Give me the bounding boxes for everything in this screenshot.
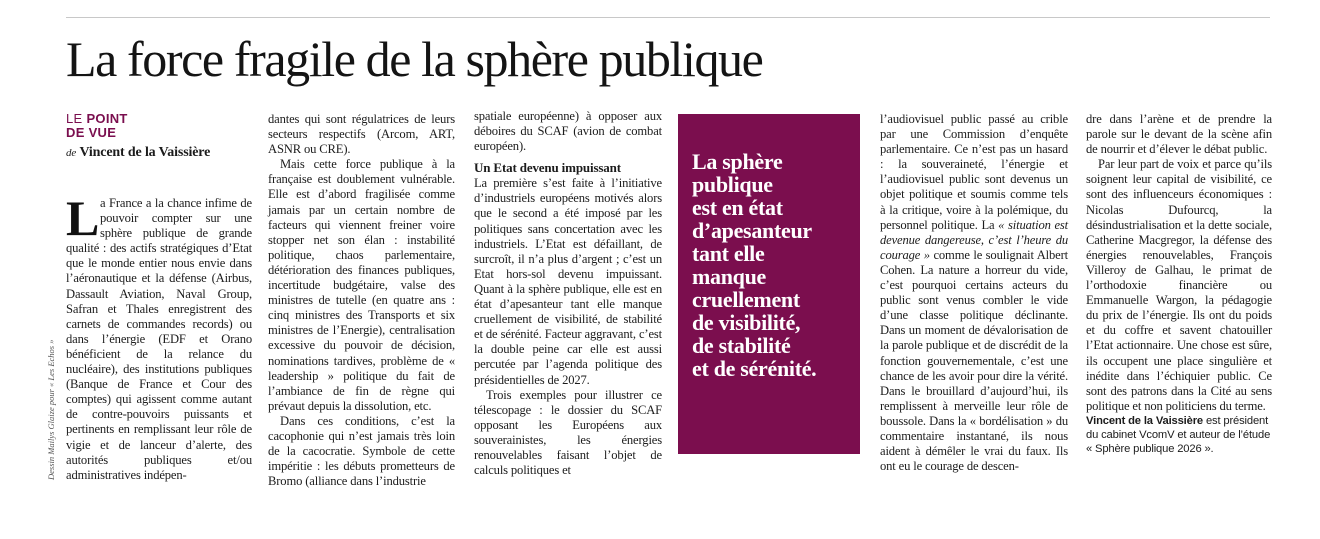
headline: La force fragile de la sphère publique	[66, 31, 763, 87]
col5-text-b: comme le soulignait Albert Cohen. La nature a horreur du vide, c’est pourquoi certains acteurs du public sont venus combler le vide d’une classe politique déclinante. Dans un moment de dévalorisation de la parole publique et de discrédit de la fonction gouvernementale, c’est une chance de les avoir pour dire la vérité. Dans le brouillard d’aujourd’hui, ils remplissent à merveille leur rôle de boussole. Dans la « bordélisation » du commentaire instantané, ils nous aident à démêler le vrai du faux. Ils ont eu le courage de descen-	[880, 247, 1068, 474]
byline	[66, 144, 252, 162]
top-rule	[66, 17, 1270, 18]
kicker	[66, 112, 252, 140]
pull-quote-line: de visibilité,	[692, 310, 801, 335]
pull-quote-line: cruellement	[692, 287, 800, 312]
bio-name: Vincent de la Vaissière	[1086, 414, 1203, 427]
kicker-le: LE	[66, 111, 83, 126]
pull-quote-line: est en état	[692, 195, 783, 220]
col2-paragraph-2: Mais cette force publique à la française est doublement vulnérable. Elle est d’abord fragilisée comme jamais par un certain nombre de facteurs qui viennent freiner voire stopper net son élan : instabilité politique, chaos parlementaire, détérioration des finances publiques, incertitude budgétaire, valse des ministres de tutelle (en quatre ans : cinq ministres des Transports et six ministres de l’Energie), centralisation excessive du pouvoir de décision, nominations tardives, problème de « leadership » politique du fait de l’ambiance de fin de règne qui prévaut depuis la dissolution, etc.	[268, 157, 455, 413]
byline-author: Vincent de la Vaissière	[79, 145, 211, 160]
byline-de: de	[66, 147, 77, 159]
pull-quote-line: La sphère	[692, 149, 783, 174]
col5-text-a: l’audiovisuel public passé au crible par une Commission d’enquête parlementaire. Ce n’est pas un hasard : la souveraineté, l’énergie et l’audiovisuel public sont devenus un objet politique et soumis comme tels à la critique, voire à la polémique, du personnel politique. La	[880, 112, 1068, 232]
author-bio	[1086, 414, 1272, 457]
col6-paragraph-2: Par leur part de voix et parce qu’ils soignent leur capital de visibilité, ce sont des influenceurs économiques : Nicolas Dufourcq, la désindustrialisation et la dette sociale, Catherine Macgregor, la défense des énergies renouvelables, François Villeroy de Galhau, le primat de l’orthodoxie financière ou Emmanuelle Wargon, la pédagogie du prix de l’énergie. Ils ont du poids et du coffre et savent chatouiller l’Etat actionnaire. Une chose est sûre, ils occupent une place singulière et inédite dans l’échiquier public. Ce sont des patrons dans la Cité au sens politique et non politiciens du terme.	[1086, 157, 1272, 413]
kicker-point: POINT	[86, 111, 128, 126]
col3-paragraph-3: Trois exemples pour illustrer ce télescopage : le dossier du SCAF opposant les Européens aux souverainistes, les énergies renouvelables faisant l’objet de calculs politiques et	[474, 387, 662, 478]
pull-quote-line: tant elle	[692, 241, 765, 266]
dropcap: L	[66, 190, 100, 246]
bio-text: est président du cabinet VcomV et auteur de l’étude « Sphère publique 2026 ».	[1086, 414, 1271, 456]
cohen-quote: « situation est devenue dangereuse, c’est l’heure du courage »	[880, 217, 1068, 262]
col1-text: a France a la chance infime de pouvoir compter sur une sphère publique de grande qualité : des actifs stratégiques d’Etat que le monde entier nous envie dans l’aéronautique et la défense (Airbus, Dassault Aviation, Naval Group, Safran et Thales enregistrent des carnets de commandes records) ou dans l’énergie (EDF et Orano bénéficient de la relance du nucléaire), des institutions publiques (Banque de France et Cour des comptes) qui agissent comme autant de contre-pouvoirs puissants et pertinents en remplissant leur rôle de vigie et de lanceur d’alerte, des autorités publiques et/ou administratives indépen-	[66, 196, 252, 482]
col3-paragraph-1: spatiale européenne) à opposer aux déboires du SCAF (avion de combat européen).	[474, 109, 662, 154]
pull-quote	[678, 114, 860, 454]
pull-quote-line: manque	[692, 264, 766, 289]
col2-paragraph-1: dantes qui sont régulatrices de leurs secteurs respectifs (Arcom, ART, ASNR ou CRE).	[268, 112, 455, 157]
kicker-de-vue: DE VUE	[66, 125, 117, 140]
column-2	[268, 112, 455, 489]
lead-paragraph	[66, 190, 252, 483]
col6-paragraph-1: dre dans l’arène et de prendre la parole sur le devant de la scène afin de nourrir et d’élever le débat public.	[1086, 112, 1272, 157]
pull-quote-line: publique	[692, 172, 773, 197]
column-1	[66, 112, 252, 483]
subheading: Un Etat devenu impuissant	[474, 160, 621, 176]
column-3	[474, 109, 662, 478]
pull-quote-line: et de sérénité.	[692, 356, 817, 381]
pull-quote-line: d’apesanteur	[692, 218, 812, 243]
col3-paragraph-2: La première s’est faite à l’initiative d’industriels européens motivés alors que le second a été imposé par les politiques sans concertation avec les industriels. L’Etat est défaillant, de surcroît, il n’a plus d’argent ; c’est un Etat hors-sol devenu impuissant. Quant à la sphère publique, elle est en état d’apesanteur tant elle manque cruellement de visibilité, de stabilité et de sérénité. Facteur aggravant, c’est la double peine car elle est aussi percutée par l’agenda politique des présidentielles de 2027.	[474, 176, 662, 387]
column-6	[1086, 112, 1272, 456]
illustration-credit: Dessin Mailys Glaize pour « Les Echos »	[46, 339, 56, 480]
col2-paragraph-3: Dans ces conditions, c’est la cacophonie qui n’est jamais très loin de la cacocratie. Symbole de cette impéritie : les débuts prometteurs de Bromo (alliance dans l’industrie	[268, 413, 455, 489]
pull-quote-line: de stabilité	[692, 333, 791, 358]
column-5	[880, 112, 1068, 474]
col5-paragraph-1	[880, 112, 1068, 474]
